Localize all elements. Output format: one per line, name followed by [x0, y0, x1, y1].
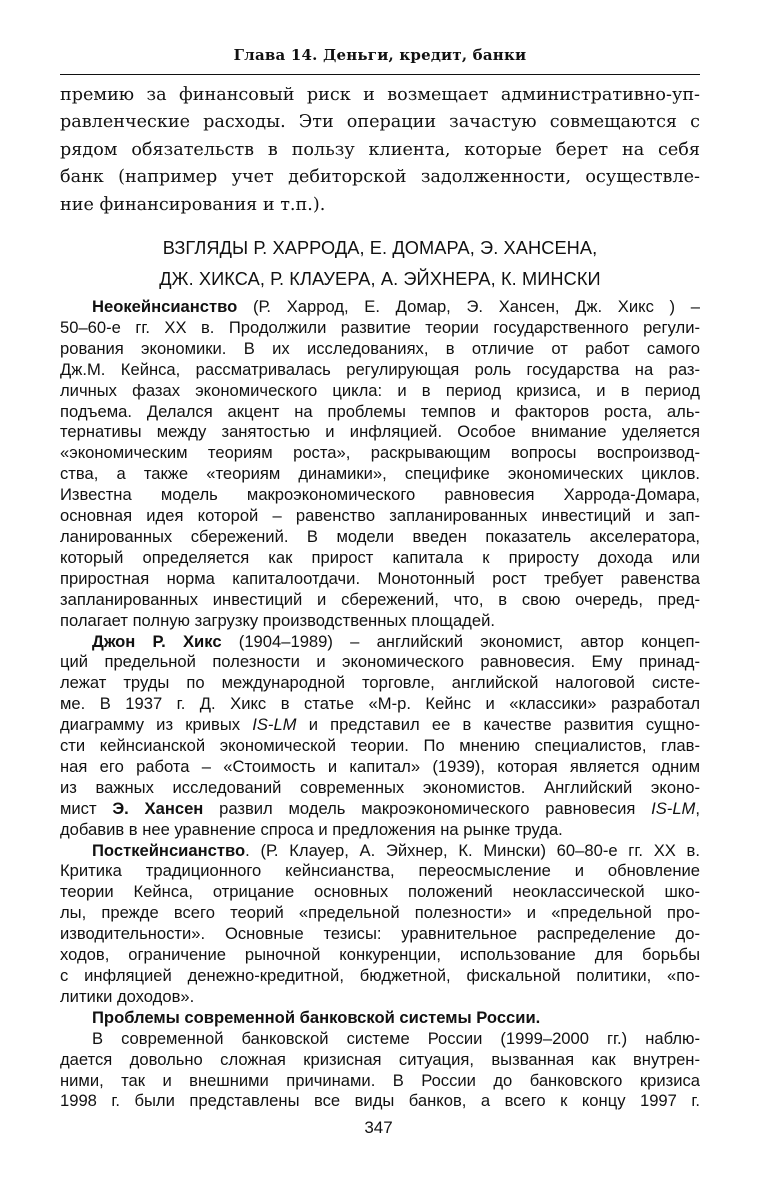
name-hicks: Джон Р. Хикс — [92, 631, 222, 651]
text-line: с инфляцией денежно-кредитной, бюджетной, фискальной политики, «по- — [60, 966, 700, 985]
text-line: Дж.М. Кейнса, рассматривалась регулирующая роль государства на раз- — [60, 359, 700, 379]
heading-line: ВЗГЛЯДЫ Р. ХАРРОДА, Е. ДОМАРА, Э. ХАНСЕНА, — [162, 238, 598, 258]
text-line — [60, 632, 700, 653]
text-span: развил модель макроэкономического равновесия — [203, 798, 652, 818]
text-line: литики доходов». — [60, 986, 195, 1006]
text-line: тернативы между занятостью и инфляцией. Особое внимание уделяется — [60, 422, 700, 442]
text-line: Критика традиционного кейнсианства, переосмысление и обновление — [60, 861, 700, 881]
text-line: 50–60-е гг. XX в. Продолжили развитие теории государственного регули- — [60, 317, 700, 337]
text-line: запланированных инвестиций и сбережений, что, в свою очередь, пред- — [60, 589, 700, 609]
text-line — [60, 715, 700, 736]
page-number: 347 — [364, 1118, 393, 1137]
text-line: премию за финансовый риск и возмещает административно-уп- — [60, 85, 700, 105]
text-line: Известна модель макроэкономического равновесия Харрода-Домара, — [60, 485, 700, 505]
text-line: приростная норма капиталоотдачи. Монотонный рост требует равенства — [60, 568, 700, 588]
running-head: Глава 14. Деньги, кредит, банки — [233, 46, 527, 64]
intro-paragraph — [60, 82, 700, 219]
text-line: В современной банковской системе России (1999–2000 гг.) наблю- — [92, 1028, 700, 1048]
text-span: (Р. Харрод, Е. Домар, Э. Хансен, Дж. Хикс ) – — [237, 297, 700, 316]
text-span: диаграмму из кривых — [60, 715, 253, 735]
term-neokeynesianism: Неокейнсианство — [92, 297, 238, 316]
text-line: лы, прежде всего теорий «предельной полезности» и «предельной про- — [60, 903, 700, 923]
text-line: рядом обязательств в пользу клиента, которые берет на себя — [60, 139, 700, 160]
text-line: «экономическим теориям роста», раскрывающим вопросы воспроизвод- — [60, 443, 700, 463]
text-line: сти кейнсианской экономической теории. По мнению специалистов, глав- — [60, 736, 700, 756]
subheading-problems: Проблемы современной банковской системы России. — [92, 1007, 541, 1027]
text-line: полагает полную загрузку производственных площадей. — [60, 610, 495, 630]
text-line: который определяется как прирост капитала к приросту дохода или — [60, 547, 700, 567]
text-line: 1998 г. были представлены все виды банков, а всего к концу 1997 г. — [60, 1091, 700, 1111]
text-line: основная идея которой – равенство запланированных инвестиций и зап- — [60, 506, 700, 526]
text-line — [60, 297, 700, 318]
term-postkeynesianism: Посткейнсианство — [92, 840, 246, 860]
text-line: ние финансирования и т.п.). — [60, 194, 326, 215]
text-line: ними, так и внешними причинами. В России до банковского кризиса — [60, 1070, 700, 1090]
text-line: ций предельной полезности и экономического равновесия. Ему принад- — [60, 652, 700, 672]
text-line: равленческие расходы. Эти операции зачастую совмещаются с — [60, 112, 700, 133]
text-line: лежат труды по международной торговле, английской налоговой систе- — [60, 673, 700, 693]
heading-line: ДЖ. ХИКСА, Р. КЛАУЕРА, А. ЭЙХНЕРА, К. МИНСКИ — [159, 269, 601, 289]
text-span: . (Р. Клауер, А. Эйхнер, К. Мински) 60–80-е гг. XX в. — [245, 840, 700, 860]
text-span: мист — [60, 798, 113, 818]
text-line: ходов, ограничение рыночной конкуренции, использование для борьбы — [60, 945, 700, 965]
body-text — [60, 297, 700, 1112]
text-line: из важных исследований современных экономистов. Английский эконо- — [60, 777, 700, 797]
is-lm-term: IS-LM — [252, 715, 297, 735]
text-line: ная его работа – «Стоимость и капитал» (1939), которая является одним — [60, 756, 700, 776]
text-span: (1904–1989) – английский экономист, автор концеп- — [221, 631, 700, 651]
text-line — [60, 799, 700, 820]
text-line: ства, а также «теориям динамики», специфике экономических циклов. — [60, 464, 700, 484]
section-heading — [60, 233, 700, 295]
text-line: теории Кейнса, отрицание основных положений неоклассической шко- — [60, 882, 700, 902]
text-line: рования экономики. В их исследованиях, в отличие от работ самого — [60, 338, 700, 358]
text-line — [60, 841, 700, 862]
text-span: , — [695, 798, 701, 818]
text-span: и представил ее в качестве развития сущно- — [296, 715, 700, 735]
text-line: дается довольно сложная кризисная ситуация, вызванная как внутрен- — [60, 1049, 700, 1069]
text-line: ме. В 1937 г. Д. Хикс в статье «М-р. Кейнс и «классики» разработал — [60, 694, 700, 714]
text-line: личных фазах экономического цикла: и в период кризиса, и в период — [60, 380, 700, 400]
text-line: подъема. Делался акцент на проблемы темпов и факторов роста, аль- — [60, 401, 700, 421]
is-lm-term: IS-LM — [651, 798, 696, 818]
text-line: банк (например учет дебиторской задолженности, осуществле- — [60, 167, 700, 188]
text-line: изводительности». Основные тезисы: уравнительное распределение до- — [60, 924, 700, 944]
text-line: ланированных сбережений. В модели введен показатель акселератора, — [60, 526, 700, 546]
text-line: добавив в нее уравнение спроса и предложения на рынке труда. — [60, 819, 563, 839]
header-rule — [60, 74, 700, 75]
name-hansen: Э. Хансен — [112, 798, 204, 818]
